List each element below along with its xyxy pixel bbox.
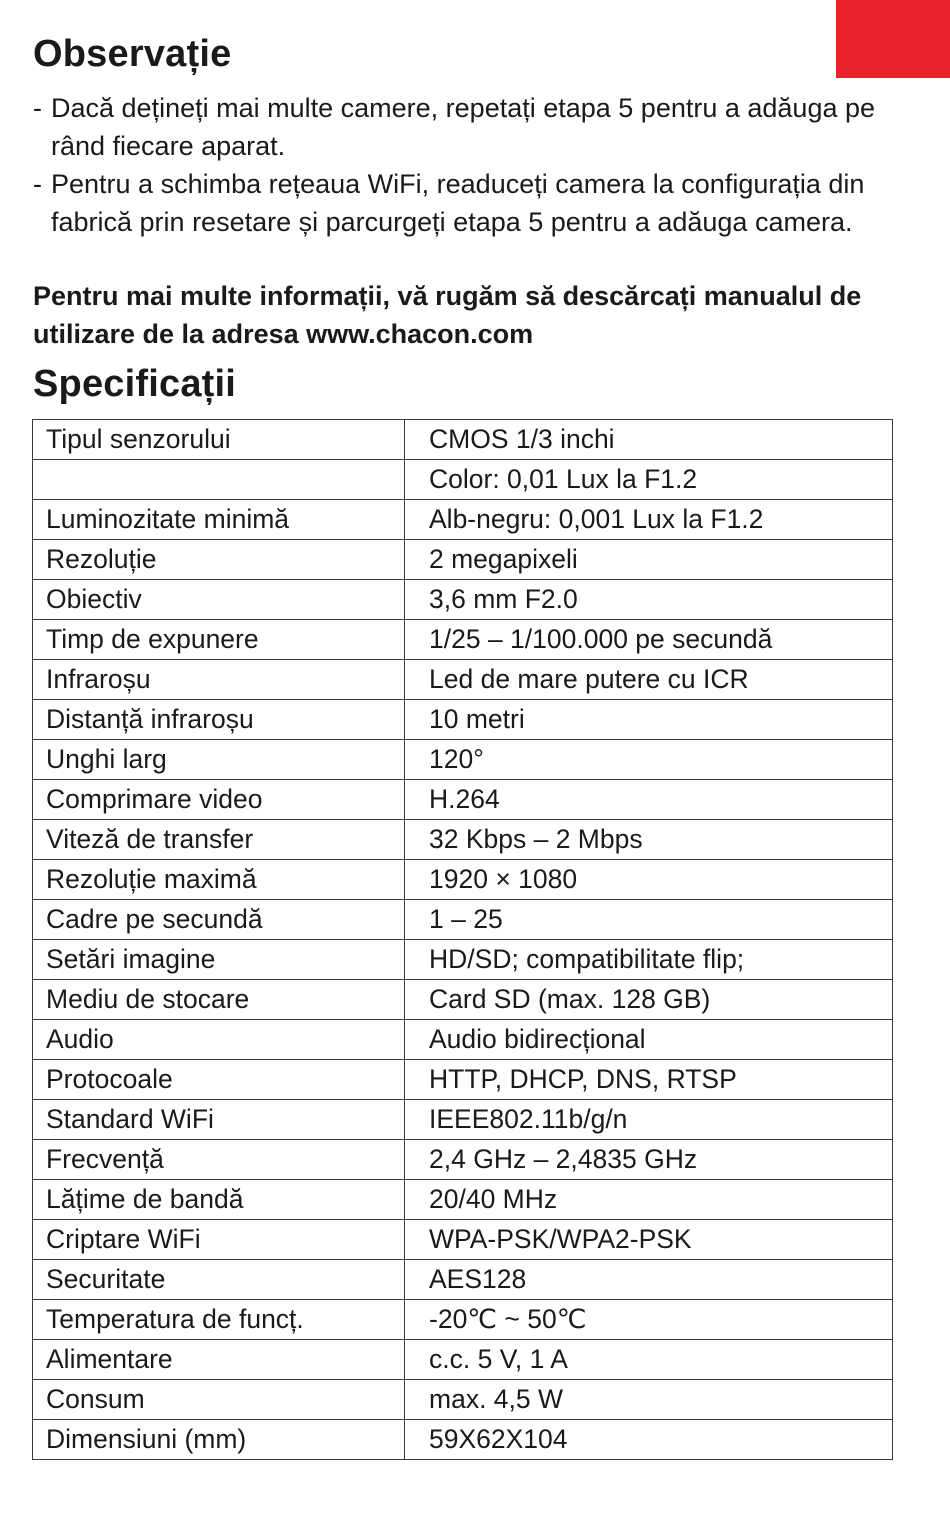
spec-row — [33, 940, 893, 980]
spec-value: Alb-negru: 0,001 Lux la F1.2 — [405, 500, 893, 540]
spec-value: 20/40 MHz — [405, 1180, 893, 1220]
bullet-dash: - — [33, 169, 42, 199]
spec-label: Criptare WiFi — [33, 1220, 405, 1260]
spec-label: Obiectiv — [33, 580, 405, 620]
specifications-table-body — [33, 420, 893, 1460]
spec-value: HTTP, DHCP, DNS, RTSP — [405, 1060, 893, 1100]
spec-value: IEEE802.11b/g/n — [405, 1100, 893, 1140]
spec-row — [33, 1420, 893, 1460]
spec-value: 2,4 GHz – 2,4835 GHz — [405, 1140, 893, 1180]
spec-row — [33, 780, 893, 820]
spec-row — [33, 540, 893, 580]
spec-value: Led de mare putere cu ICR — [405, 660, 893, 700]
spec-row — [33, 860, 893, 900]
spec-label: Timp de expunere — [33, 620, 405, 660]
observation-note — [33, 165, 913, 241]
spec-label: Protocoale — [33, 1060, 405, 1100]
bullet-dash: - — [33, 93, 42, 123]
spec-row — [33, 460, 893, 500]
observation-note — [33, 89, 913, 165]
spec-value: -20℃ ~ 50℃ — [405, 1300, 893, 1340]
observation-heading: Observație — [33, 33, 232, 75]
red-corner-tab — [836, 0, 950, 78]
more-info-text: Pentru mai multe informații, vă rugăm să descărcați manualul de utilizare de la adresa www.chacon.com — [33, 281, 862, 349]
spec-value: Audio bidirecțional — [405, 1020, 893, 1060]
spec-label: Rezoluție — [33, 540, 405, 580]
spec-value: 2 megapixeli — [405, 540, 893, 580]
note-text: Dacă dețineți mai multe camere, repetați etapa 5 pentru a adăuga pe rând fiecare aparat. — [51, 93, 876, 161]
spec-label: Comprimare video — [33, 780, 405, 820]
spec-value: 1/25 – 1/100.000 pe secundă — [405, 620, 893, 660]
spec-label: Unghi larg — [33, 740, 405, 780]
observation-notes — [33, 89, 913, 241]
spec-row — [33, 1180, 893, 1220]
spec-label: Distanță infraroșu — [33, 700, 405, 740]
spec-value: c.c. 5 V, 1 A — [405, 1340, 893, 1380]
spec-row — [33, 740, 893, 780]
spec-label: Luminozitate minimă — [33, 500, 405, 540]
spec-label: Setări imagine — [33, 940, 405, 980]
spec-label: Cadre pe secundă — [33, 900, 405, 940]
spec-row — [33, 1140, 893, 1180]
spec-label — [33, 460, 405, 500]
spec-label: Viteză de transfer — [33, 820, 405, 860]
spec-value: Color: 0,01 Lux la F1.2 — [405, 460, 893, 500]
spec-label: Tipul senzorului — [33, 420, 405, 460]
spec-value: 59X62X104 — [405, 1420, 893, 1460]
spec-label: Dimensiuni (mm) — [33, 1420, 405, 1460]
spec-row — [33, 1340, 893, 1380]
spec-row — [33, 420, 893, 460]
spec-row — [33, 1020, 893, 1060]
spec-label: Infraroșu — [33, 660, 405, 700]
spec-row — [33, 1300, 893, 1340]
spec-value: CMOS 1/3 inchi — [405, 420, 893, 460]
spec-value: 32 Kbps – 2 Mbps — [405, 820, 893, 860]
spec-row — [33, 1260, 893, 1300]
spec-value: 1 – 25 — [405, 900, 893, 940]
spec-row — [33, 1060, 893, 1100]
spec-value: HD/SD; compatibilitate flip; — [405, 940, 893, 980]
spec-label: Frecvență — [33, 1140, 405, 1180]
spec-row — [33, 820, 893, 860]
spec-label: Lățime de bandă — [33, 1180, 405, 1220]
spec-value: max. 4,5 W — [405, 1380, 893, 1420]
spec-label: Standard WiFi — [33, 1100, 405, 1140]
spec-row — [33, 1380, 893, 1420]
spec-value: 120° — [405, 740, 893, 780]
spec-label: Consum — [33, 1380, 405, 1420]
spec-value: WPA-PSK/WPA2-PSK — [405, 1220, 893, 1260]
spec-label: Securitate — [33, 1260, 405, 1300]
specifications-heading: Specificații — [33, 363, 237, 405]
note-text: Pentru a schimba rețeaua WiFi, readuceți camera la configurația din fabrică prin resetare și parcurgeți etapa 5 pentru a adăuga camera. — [51, 169, 865, 237]
spec-label: Mediu de stocare — [33, 980, 405, 1020]
spec-row — [33, 580, 893, 620]
spec-row — [33, 620, 893, 660]
spec-value: 1920 × 1080 — [405, 860, 893, 900]
spec-value: 10 metri — [405, 700, 893, 740]
specifications-table — [32, 419, 893, 1460]
spec-row — [33, 660, 893, 700]
spec-row — [33, 980, 893, 1020]
spec-label: Rezoluție maximă — [33, 860, 405, 900]
spec-row — [33, 900, 893, 940]
spec-label: Alimentare — [33, 1340, 405, 1380]
spec-value: Card SD (max. 128 GB) — [405, 980, 893, 1020]
spec-value: 3,6 mm F2.0 — [405, 580, 893, 620]
spec-label: Temperatura de funcț. — [33, 1300, 405, 1340]
spec-row — [33, 1220, 893, 1260]
spec-value: AES128 — [405, 1260, 893, 1300]
spec-row — [33, 700, 893, 740]
spec-row — [33, 500, 893, 540]
spec-row — [33, 1100, 893, 1140]
spec-label: Audio — [33, 1020, 405, 1060]
spec-value: H.264 — [405, 780, 893, 820]
